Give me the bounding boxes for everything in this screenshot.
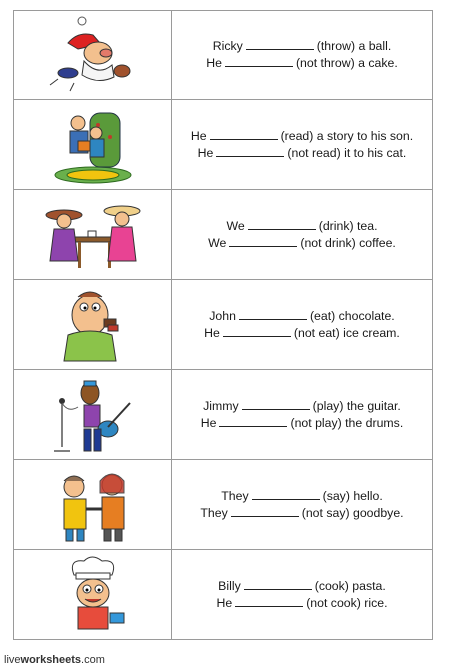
answer-blank[interactable] [219, 415, 287, 427]
two-people-greeting-icon [14, 460, 172, 549]
exercise-row [13, 100, 433, 190]
guitar-player-icon [14, 370, 172, 459]
sentence-affirmative: John (eat) chocolate. [209, 308, 395, 323]
answer-blank[interactable] [252, 488, 320, 500]
answer-blank[interactable] [235, 595, 303, 607]
sentence-negative: He (not read) it to his cat. [197, 145, 407, 160]
answer-blank[interactable] [210, 128, 278, 140]
worksheet-table [13, 10, 433, 640]
exercise-row [13, 460, 433, 550]
answer-blank[interactable] [231, 505, 299, 517]
exercise-row [13, 190, 433, 280]
answer-blank[interactable] [248, 218, 316, 230]
answer-blank[interactable] [216, 145, 284, 157]
site-footer[interactable]: liveworksheets.com [4, 654, 105, 666]
sentence-affirmative: Billy (cook) pasta. [218, 578, 386, 593]
ladies-drinking-tea-icon [14, 190, 172, 279]
sentence-negative: We (not drink) coffee. [208, 235, 396, 250]
sentence-negative: He (not play) the drums. [200, 415, 404, 430]
sentence-negative: He (not throw) a cake. [206, 56, 398, 70]
boy-eating-chocolate-icon [14, 280, 172, 369]
sentence-affirmative: He (read) a story to his son. [190, 128, 414, 143]
answer-blank[interactable] [242, 398, 310, 410]
exercise-row [13, 550, 433, 640]
answer-blank[interactable] [229, 235, 297, 247]
chef-cooking-icon [14, 550, 172, 639]
exercise-row [13, 370, 433, 460]
answer-blank[interactable] [225, 55, 293, 67]
sentence-negative: He (not eat) ice cream. [204, 325, 400, 340]
sentence-negative: They (not say) goodbye. [200, 505, 404, 520]
sentence-affirmative: They (say) hello. [221, 488, 383, 503]
sentence-affirmative: We (drink) tea. [226, 218, 378, 233]
answer-blank[interactable] [246, 38, 314, 50]
answer-blank[interactable] [239, 308, 307, 320]
baseball-player-icon [14, 11, 172, 99]
exercise-row [13, 10, 433, 100]
answer-blank[interactable] [244, 578, 312, 590]
sentence-affirmative: Ricky (throw) a ball. [212, 39, 392, 53]
sentence-affirmative: Jimmy (play) the guitar. [203, 398, 401, 413]
father-reading-to-son-icon [14, 100, 172, 189]
exercise-row [13, 280, 433, 370]
answer-blank[interactable] [223, 325, 291, 337]
sentence-negative: He (not cook) rice. [216, 595, 388, 610]
